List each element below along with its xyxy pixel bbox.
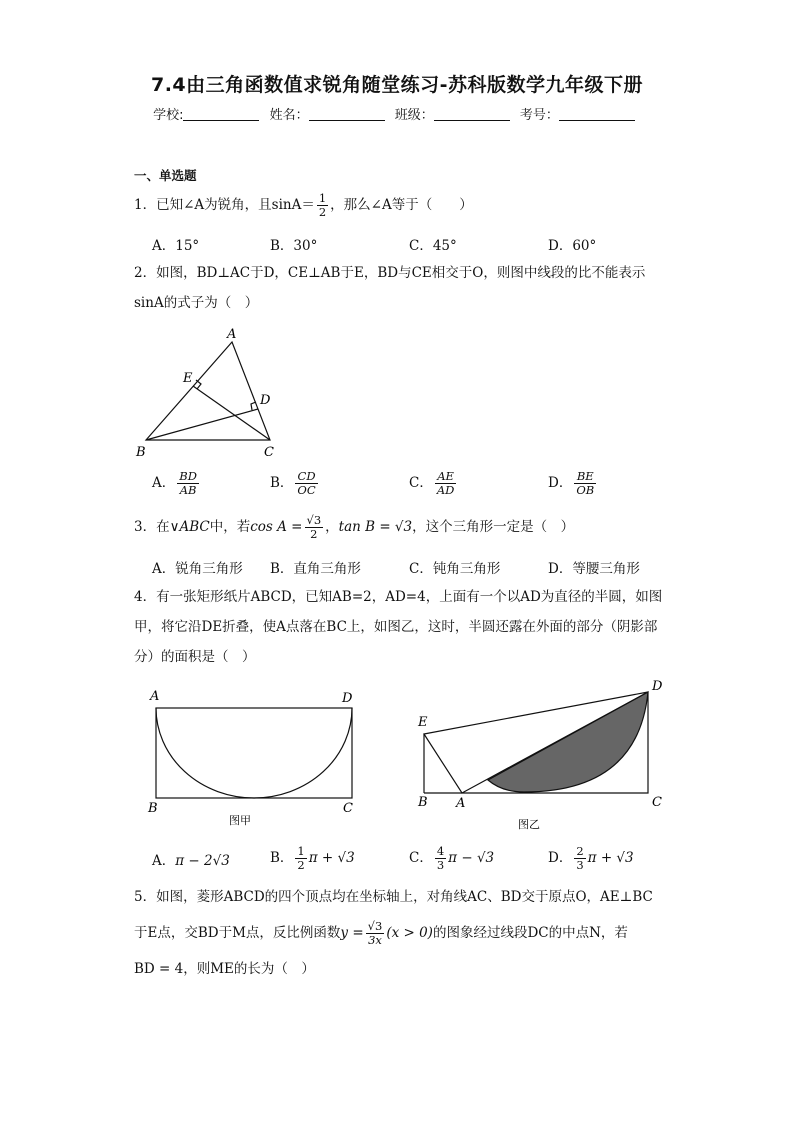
question-1 <box>134 190 473 220</box>
q4-option-c[interactable] <box>409 845 494 872</box>
q5-func-cond: (x > 0) <box>386 925 433 941</box>
q2-option-c[interactable] <box>409 470 458 497</box>
fig2-label-e: E <box>418 715 428 730</box>
q4-option-b-rest: π + √3 <box>308 850 355 866</box>
semicircle-ad <box>156 708 352 798</box>
question-3 <box>134 512 574 542</box>
q4-figure-jia <box>140 684 370 830</box>
fig2-caption: 图乙 <box>518 818 540 831</box>
q3-frac-den: 2 <box>310 527 318 541</box>
class-label: 班级： <box>394 108 434 123</box>
q5-frac-den: 3x <box>368 933 382 947</box>
fig1-label-a: A <box>150 689 160 704</box>
q4-option-a-letter: A． <box>152 853 176 869</box>
question-2: 2．如图，BD⊥AC于D，CE⊥AB于E，BD与CE相交于O，则图中线段的比不能表示sinA的式子为（ ） <box>134 265 646 311</box>
q4-option-c-rest: π − √3 <box>448 850 495 866</box>
q3-tan-expr: tan B = √3 <box>338 519 413 535</box>
q4-option-b-letter: B． <box>270 850 294 866</box>
fig2-label-d: D <box>652 679 663 694</box>
student-info-line <box>0 104 794 123</box>
q4-figure-yi <box>412 676 672 836</box>
page-title: 7.4由三角函数值求锐角随堂练习-苏科版数学九年级下册 <box>150 74 644 96</box>
fig1-caption: 图甲 <box>229 814 251 827</box>
q2-b-den: OC <box>297 483 316 497</box>
q4-option-d-rest: π + √3 <box>587 850 634 866</box>
q4-option-d[interactable] <box>548 845 634 872</box>
q1-option-c[interactable]: C．45° <box>409 238 457 254</box>
q2-option-c-letter: C． <box>409 475 433 491</box>
label-b: B <box>136 445 146 460</box>
label-c: C <box>264 445 274 460</box>
q4-option-b[interactable] <box>270 845 355 872</box>
q3-option-c[interactable]: C．钝角三角形 <box>409 561 501 577</box>
fig1-label-d: D <box>342 691 353 706</box>
section-heading: 一、单选题 <box>134 168 197 183</box>
q2-option-d-letter: D． <box>548 475 573 491</box>
q3-option-d[interactable]: D．等腰三角形 <box>548 561 640 577</box>
q4-option-a-expr: π − 2√3 <box>175 853 230 869</box>
q3-option-a[interactable]: A．锐角三角形 <box>152 561 243 577</box>
q4-c-num: 4 <box>436 844 445 858</box>
q2-a-num: BD <box>179 469 197 483</box>
label-d: D <box>260 393 271 408</box>
q5-line2-pre: 于E点，交BD于M点，反比例函数 <box>134 925 341 941</box>
name-label: 姓名： <box>269 108 309 123</box>
q2-d-den: OB <box>576 483 595 497</box>
q2-option-a-fraction <box>177 470 199 497</box>
q2-option-d[interactable] <box>548 470 598 497</box>
q1-text-pre: 1．已知∠A为锐角，且sinA＝ <box>134 197 315 213</box>
q2-option-b-letter: B． <box>270 475 294 491</box>
question-4: 4．有一张矩形纸片ABCD，已知AB=2，AD=4，上面有一个以AD为直径的半圆，如图甲，将它沿DE折叠，使A点落在BC上，如图乙，这时，半圆还露在外面的部分（阴影部分）的面积是（ ） <box>134 589 663 665</box>
q4-option-b-fraction <box>295 845 306 872</box>
q3-triangle-symbol: ∨ABC <box>169 519 210 535</box>
q2-option-c-fraction <box>435 470 457 497</box>
triangle-abc <box>146 342 270 440</box>
q3-text-pre: 3．在 <box>134 519 170 535</box>
q4-d-den: 3 <box>576 858 584 872</box>
exam-no-blank[interactable] <box>559 108 635 121</box>
fig1-label-b: B <box>148 801 158 816</box>
q1-frac-den: 2 <box>318 205 327 219</box>
q3-frac-num: √3 <box>306 513 322 527</box>
class-blank[interactable] <box>434 108 510 121</box>
q3-option-b[interactable]: B．直角三角形 <box>270 561 361 577</box>
q3-fraction <box>305 514 324 541</box>
question-5-line-3: BD = 4，则ME的长为（ ） <box>134 961 315 977</box>
q2-a-den: AB <box>179 483 197 497</box>
q1-frac-num: 1 <box>318 191 327 205</box>
q5-fraction <box>366 920 385 947</box>
q1-text-post: ，那么∠A等于（ ） <box>330 197 473 213</box>
q2-option-b-fraction <box>295 470 317 497</box>
right-angle-e <box>196 380 201 389</box>
q1-option-b[interactable]: B．30° <box>270 238 318 254</box>
fig1-label-c: C <box>343 801 353 816</box>
label-a: A <box>227 327 237 342</box>
school-blank[interactable] <box>183 108 259 121</box>
q2-option-b[interactable] <box>270 470 320 497</box>
school-label: 学校: <box>153 108 184 123</box>
q4-option-a[interactable] <box>152 849 230 869</box>
q4-c-den: 3 <box>436 858 445 872</box>
q2-option-a-letter: A． <box>152 475 176 491</box>
q5-line2-post: 的图象经过线段DC的中点N，若 <box>432 925 628 941</box>
fig2-label-c: C <box>652 795 662 810</box>
name-blank[interactable] <box>309 108 385 121</box>
label-e: E <box>183 371 193 386</box>
q2-option-d-fraction <box>574 470 596 497</box>
q3-text-mid1: 中，若 <box>209 519 251 535</box>
question-5-line-1: 5．如图，菱形ABCD的四个顶点均在坐标轴上，对角线AC、BD交于原点O，AE⊥BC <box>134 889 653 905</box>
q2-c-num: AE <box>435 470 457 484</box>
fig2-label-b: B <box>418 795 428 810</box>
segment-bd <box>146 409 258 440</box>
fig2-label-a: A <box>456 796 466 811</box>
q1-fraction <box>317 192 328 219</box>
q5-frac-num: √3 <box>367 919 383 933</box>
q3-cos-expr: cos A = <box>250 519 303 535</box>
q1-option-d[interactable]: D．60° <box>548 238 597 254</box>
q4-b-num: 1 <box>297 844 305 858</box>
q4-option-d-letter: D． <box>548 850 573 866</box>
q2-b-num: CD <box>295 470 317 484</box>
q4-d-num: 2 <box>576 844 584 858</box>
rectangle-abcd <box>156 708 352 798</box>
q2-triangle-figure <box>130 322 290 462</box>
q2-d-num: BE <box>574 470 596 484</box>
q4-b-den: 2 <box>297 858 305 872</box>
q4-option-c-letter: C． <box>409 850 433 866</box>
q3-text-mid2: ， <box>325 519 339 535</box>
q4-option-d-fraction <box>574 845 585 872</box>
q1-option-a[interactable]: A．15° <box>152 238 200 254</box>
question-5-line-2 <box>134 918 628 948</box>
q5-func-lhs: y = <box>340 925 364 941</box>
q2-c-den: AD <box>436 483 455 497</box>
q3-text-post: ，这个三角形一定是（ ） <box>412 519 575 535</box>
q2-option-a[interactable] <box>152 470 201 497</box>
exam-no-label: 考号： <box>519 108 559 123</box>
segment-ce <box>193 386 270 440</box>
q4-option-c-fraction <box>435 845 446 872</box>
